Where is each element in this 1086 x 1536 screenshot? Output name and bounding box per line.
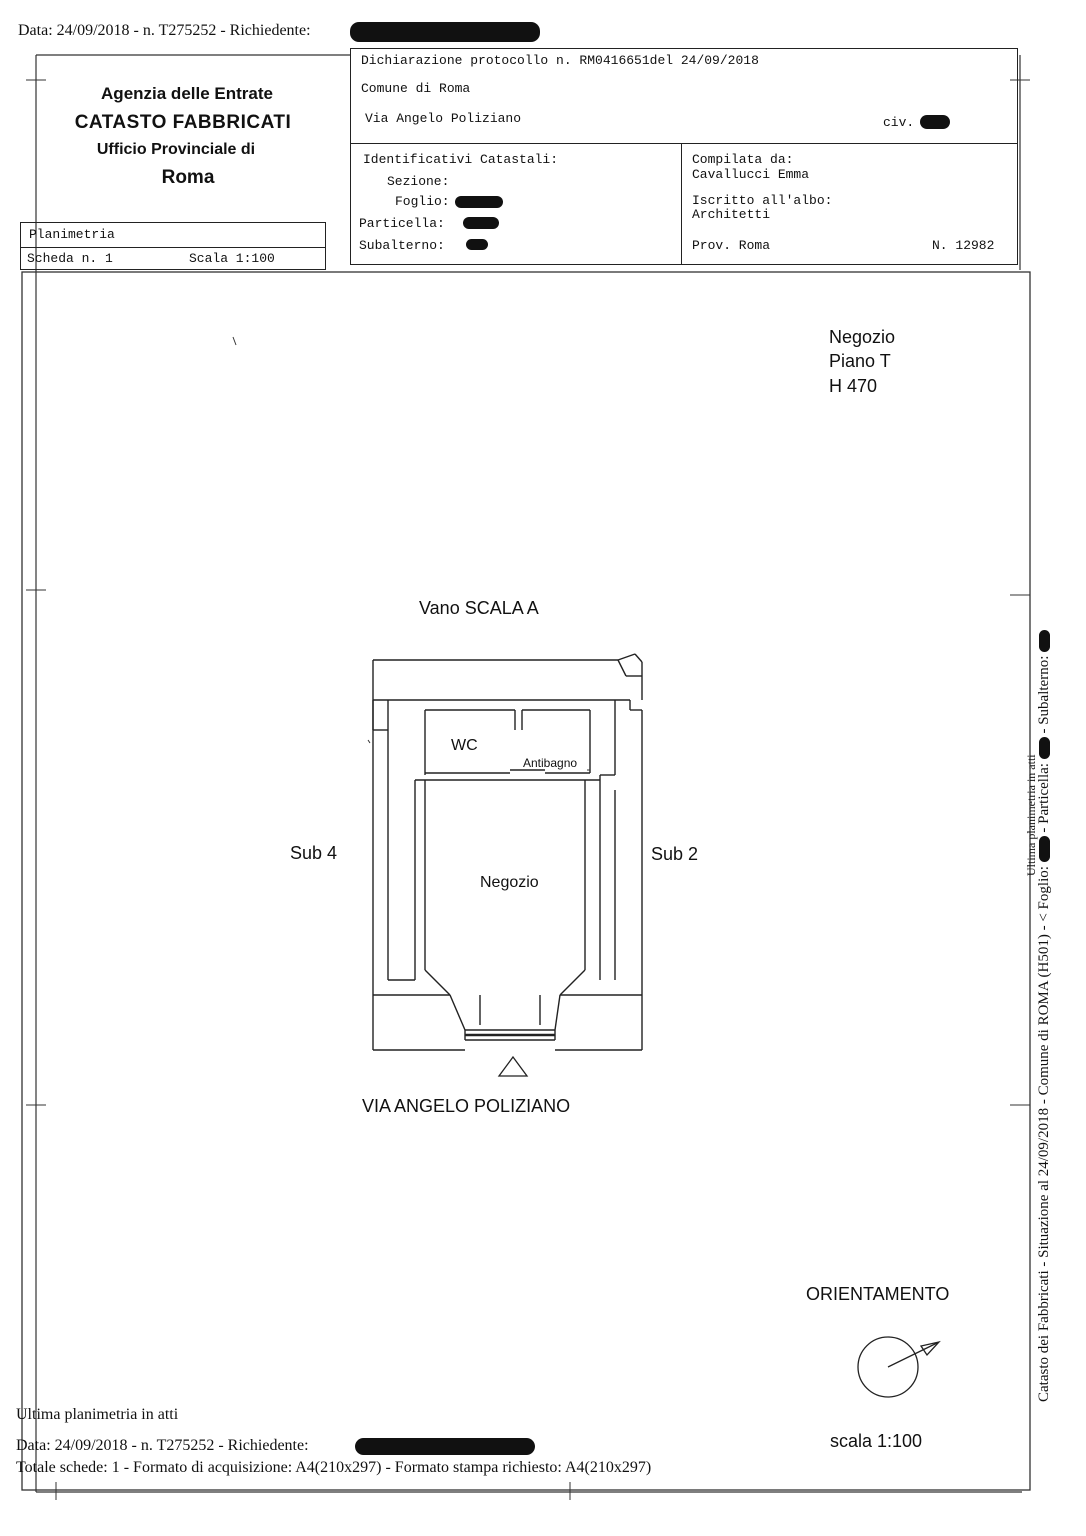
catasto-title: CATASTO FABBRICATI	[74, 112, 292, 133]
street-label: VIA ANGELO POLIZIANO	[362, 1096, 571, 1116]
unit-title: Negozio	[829, 327, 896, 347]
footer-totale-line: Totale schede: 1 - Formato di acquisizione: A4(210x297) - Formato stampa richiesto: A4(210x297)	[16, 1459, 652, 1476]
side-caption	[1036, 630, 1053, 1402]
scheda-label: Scheda n. 1	[27, 251, 113, 266]
floor-plan	[360, 650, 660, 1080]
side-caption-main: Catasto dei Fabbricati - Situazione al 24/09/2018 - Comune di ROMA (H501) - < Foglio:	[1036, 866, 1052, 1402]
sub-right-label: Sub 2	[651, 844, 699, 864]
scala-footer-label: scala 1:100	[830, 1431, 923, 1451]
redacted-subalterno	[466, 239, 488, 250]
antibagno-label: Antibagno	[523, 756, 578, 770]
entrance-arrow-icon	[497, 1055, 529, 1079]
agency-name: Agenzia delle Entrate	[101, 84, 273, 103]
unit-height: H 470	[829, 376, 878, 396]
side-caption-subalterno: - Subalterno:	[1036, 655, 1052, 734]
redacted-side-subalterno	[1039, 630, 1050, 652]
planimetria-box	[20, 222, 326, 248]
albo-value: Architetti	[692, 207, 771, 222]
identificativi-title: Identificativi Catastali:	[363, 152, 559, 167]
ufficio-label: Ufficio Provinciale di	[96, 141, 256, 158]
redacted-side-particella	[1039, 737, 1050, 759]
ultima-planimetria: Ultima planimetria in atti	[16, 1406, 179, 1423]
redacted-civ	[920, 115, 950, 129]
side-stamp-text: Ultima planimetria in atti	[1024, 754, 1038, 876]
protocol-line: Dichiarazione protocollo n. RM0416651del 24/09/2018	[361, 53, 759, 68]
compilata-name: Cavallucci Emma	[692, 167, 810, 182]
prov-label: Prov. Roma	[692, 238, 771, 253]
declaration-box	[350, 48, 1018, 144]
footer-request-line: Data: 24/09/2018 - n. T275252 - Richiedente:	[16, 1437, 309, 1454]
identificativi-box	[350, 143, 682, 265]
subalterno-label: Subalterno:	[359, 238, 445, 253]
compilata-box	[681, 143, 1018, 265]
foglio-label: Foglio:	[395, 194, 450, 209]
side-caption-particella: - Particella:	[1036, 763, 1052, 833]
redacted-footer-requester	[355, 1438, 535, 1455]
sezione-label: Sezione:	[387, 174, 450, 189]
scheda-box	[20, 247, 326, 270]
civ-label: civ.	[883, 115, 915, 130]
ufficio-city: Roma	[161, 167, 215, 188]
side-stamp	[1024, 754, 1039, 876]
albo-number: N. 12982	[932, 238, 995, 253]
compass-icon	[855, 1330, 945, 1410]
redacted-foglio	[455, 196, 503, 208]
vano-scala-label: Vano SCALA A	[419, 598, 539, 618]
top-request-line: Data: 24/09/2018 - n. T275252 - Richiedente:	[18, 22, 311, 39]
sub-left-label: Sub 4	[290, 843, 338, 863]
compilata-label: Compilata da:	[692, 152, 794, 167]
redacted-side-foglio	[1039, 836, 1050, 862]
wc-label: WC	[451, 737, 478, 754]
planimetria-label: Planimetria	[29, 227, 115, 242]
room-label: Negozio	[480, 874, 539, 891]
redacted-particella	[463, 217, 499, 229]
via-line: Via Angelo Poliziano	[365, 111, 522, 126]
particella-label: Particella:	[359, 216, 445, 231]
comune-line: Comune di Roma	[361, 81, 471, 96]
scala-label: Scala 1:100	[189, 251, 275, 266]
iscritto-label: Iscritto all'albo:	[692, 193, 833, 208]
orientamento-label: ORIENTAMENTO	[806, 1284, 950, 1304]
unit-floor: Piano T	[829, 351, 891, 371]
